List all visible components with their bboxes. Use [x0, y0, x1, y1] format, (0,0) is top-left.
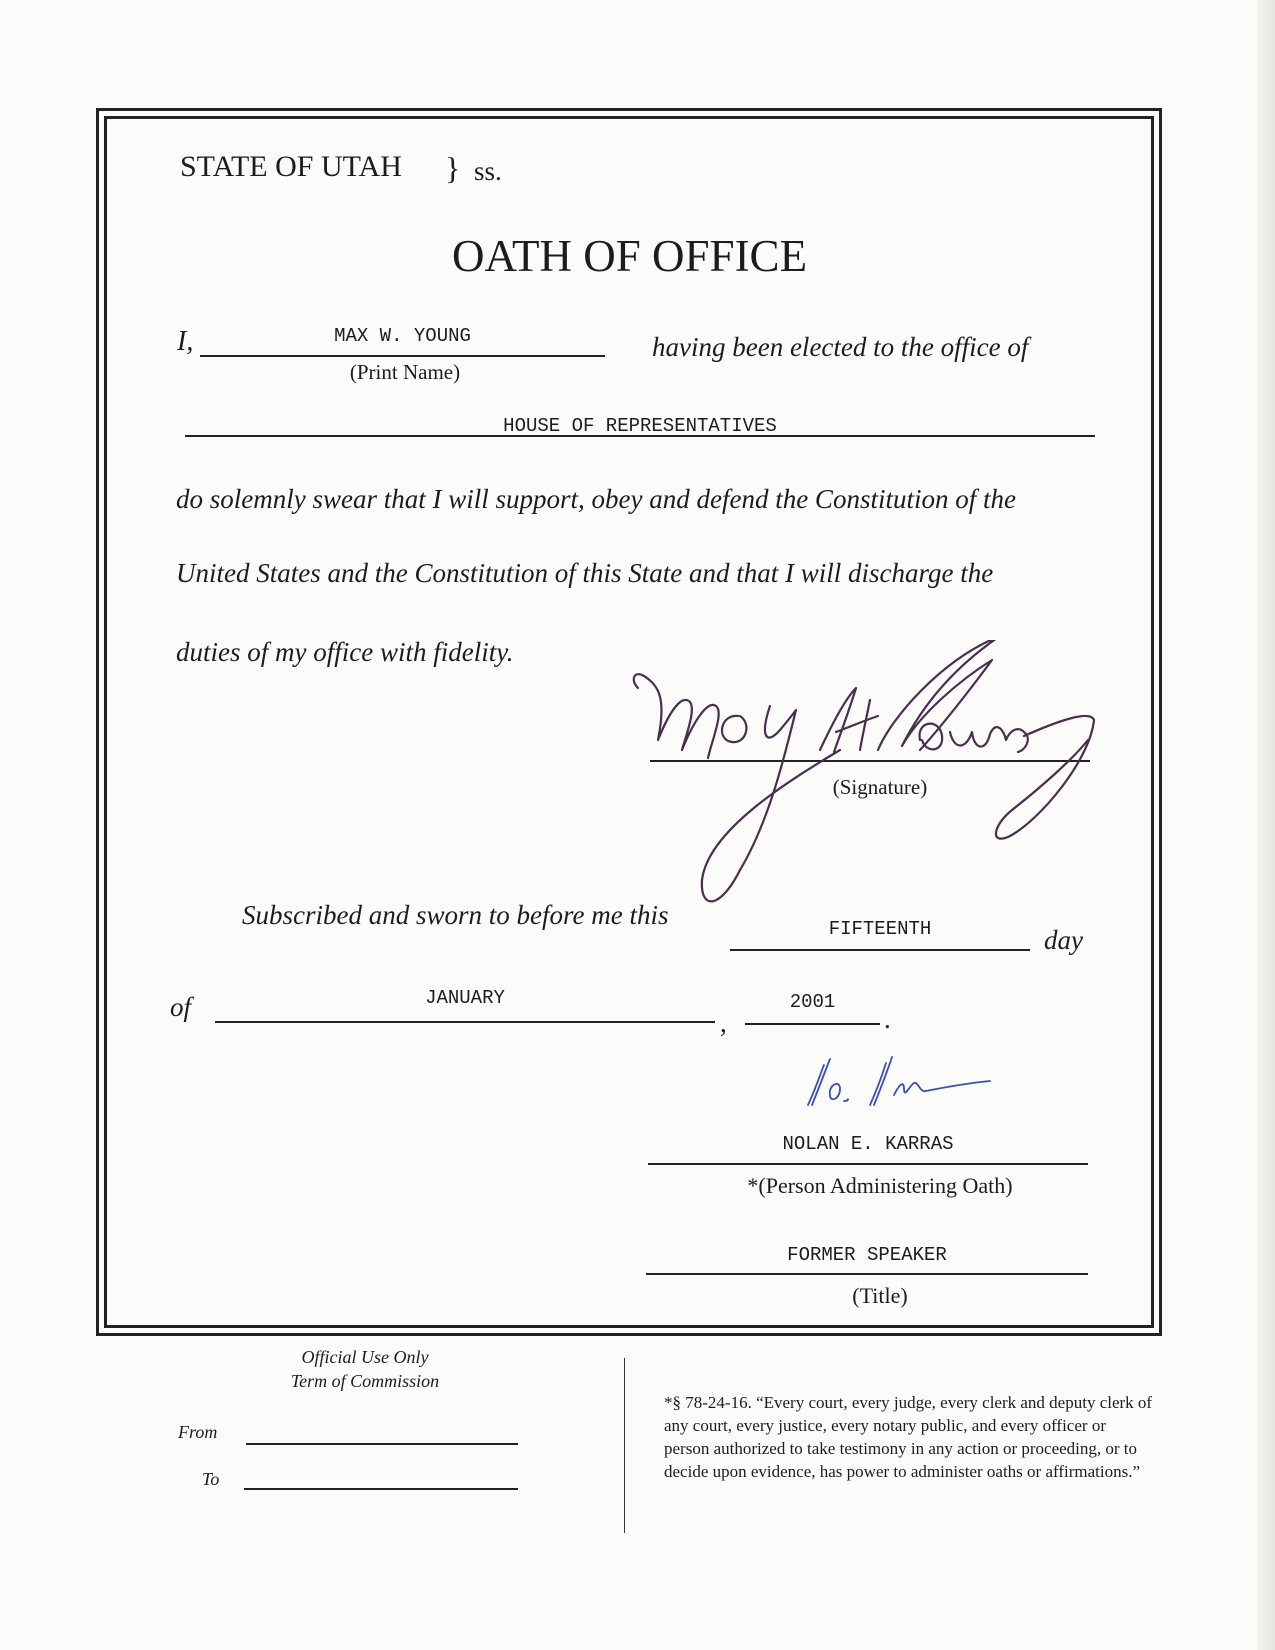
month-comma: ,: [720, 1008, 727, 1038]
elected-text: having been elected to the office of: [652, 332, 1029, 362]
oath-line-2: United States and the Constitution of this State and that I will discharge the: [176, 558, 994, 588]
name-caption: (Print Name): [349, 360, 461, 384]
administrator-signature: [800, 1045, 1000, 1115]
to-label: To: [202, 1469, 220, 1489]
footer-divider: [624, 1358, 625, 1533]
title-caption: (Title): [852, 1283, 908, 1308]
administrator-caption: *(Person Administering Oath): [747, 1173, 1013, 1198]
statute-footnote: *§ 78-24-16. “Every court, every judge, every clerk and deputy clerk of any court, every justice, every notary public, and every officer or person authorized to take testimony in any action or proceeding, or to decide upon evidence, has power to administer oaths or affirmations.”: [664, 1393, 1153, 1481]
oath-line-1: do solemnly swear that I will support, obey and defend the Constitution of the: [176, 484, 1016, 514]
month-rule: [215, 1021, 715, 1023]
year-period: .: [884, 1004, 891, 1034]
administrator-rule: [648, 1163, 1088, 1165]
from-label: From: [178, 1422, 218, 1442]
name-value: MAX W. YOUNG: [334, 325, 471, 347]
ss-label: ss.: [474, 156, 502, 186]
of-label: of: [170, 992, 192, 1022]
official-use-heading: Official Use Only: [301, 1347, 429, 1367]
month-value: JANUARY: [425, 987, 505, 1009]
day-rule: [730, 949, 1030, 951]
brace-glyph: }: [445, 150, 461, 186]
day-value: FIFTEENTH: [828, 918, 932, 940]
state-label: STATE OF UTAH: [180, 150, 402, 183]
day-label: day: [1044, 925, 1083, 955]
document-title: OATH OF OFFICE: [452, 231, 808, 281]
oath-taker-signature: [620, 640, 1140, 940]
name-prefix: I,: [177, 326, 194, 357]
office-value: HOUSE OF REPRESENTATIVES: [503, 415, 777, 437]
title-value: FORMER SPEAKER: [787, 1244, 947, 1266]
page-edge: [1257, 0, 1275, 1650]
term-of-commission-heading: Term of Commission: [290, 1371, 440, 1391]
signature-caption: (Signature): [832, 775, 928, 799]
oath-line-3: duties of my office with fidelity.: [176, 637, 514, 667]
administrator-name: NOLAN E. KARRAS: [782, 1133, 954, 1155]
to-rule: [244, 1488, 518, 1490]
from-rule: [246, 1443, 518, 1445]
name-rule: [200, 355, 605, 357]
year-rule: [745, 1023, 880, 1025]
sworn-text: Subscribed and sworn to before me this: [242, 900, 669, 930]
title-rule: [646, 1273, 1088, 1275]
year-value: 2001: [789, 991, 836, 1013]
